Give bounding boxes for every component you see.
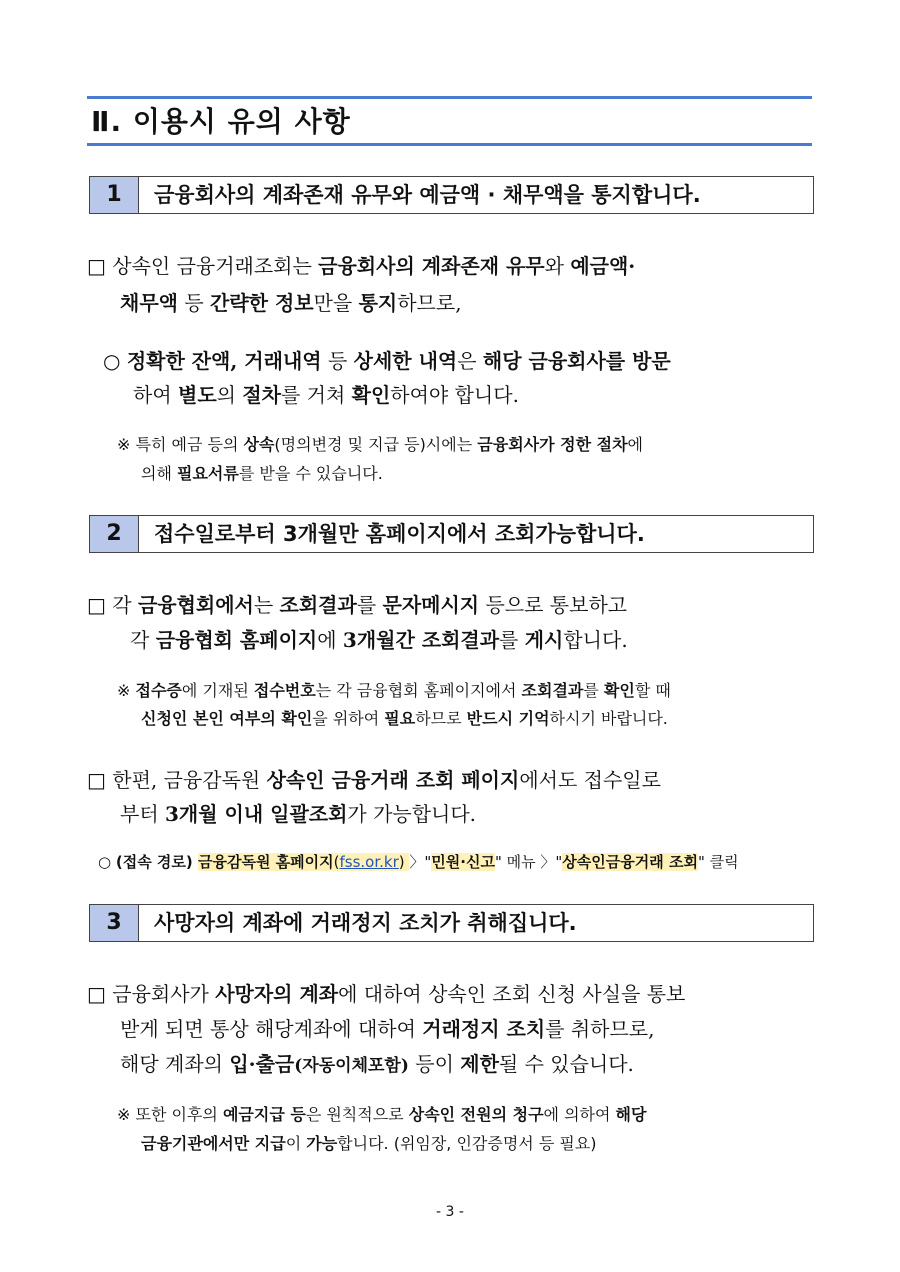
s2-note-line1: ※ 접수증에 기재된 접수번호는 각 금융협회 홈페이지에서 조회결과를 확인할 때: [117, 681, 671, 700]
section-3-number: 3: [90, 905, 139, 941]
s2-para1-line1: □ 각 금융협회에서는 조회결과를 문자메시지 등으로 통보하고: [87, 593, 628, 617]
section-1-title: 금융회사의 계좌존재 유무와 예금액 · 채무액을 통지합니다.: [154, 183, 701, 207]
s2-para2-line1: □ 한편, 금융감독원 상속인 금융거래 조회 페이지에서도 접수일로: [87, 768, 661, 792]
section-2-number: 2: [90, 516, 139, 552]
chapter-top-rule: [87, 96, 812, 99]
chapter-title: Ⅱ. 이용시 유의 사항: [91, 105, 351, 138]
s1-para2-line1: ○ 정확한 잔액, 거래내역 등 상세한 내역은 해당 금융회사를 방문: [103, 349, 671, 373]
page-number: - 3 -: [436, 1204, 464, 1220]
s1-para1-line2: 채무액 등 간략한 정보만을 통지하므로,: [120, 291, 462, 315]
s3-para1-line2: 받게 되면 통상 해당계좌에 대하여 거래정지 조치를 취하므로,: [120, 1017, 655, 1041]
access-path-line: ○ (접속 경로) 금융감독원 홈페이지(fss.or.kr) 〉"민원·신고" 메뉴 〉"상속인금융거래 조회" 클릭: [98, 853, 739, 871]
section-3-header: [89, 904, 814, 942]
s1-para2-line2: 하여 별도의 절차를 거쳐 확인하여야 합니다.: [133, 383, 519, 407]
s3-note-line2: 금융기관에서만 지급이 가능합니다. (위임장, 인감증명서 등 필요): [141, 1134, 597, 1153]
s2-note-line2: 신청인 본인 여부의 확인을 위하여 필요하므로 반드시 기억하시기 바랍니다.: [141, 709, 668, 728]
section-3-title: 사망자의 계좌에 거래정지 조치가 취해집니다.: [154, 911, 577, 935]
section-1-number: 1: [90, 177, 139, 213]
s1-note-line2: 의해 필요서류를 받을 수 있습니다.: [141, 464, 383, 483]
section-2-title: 접수일로부터 3개월만 홈페이지에서 조회가능합니다.: [154, 522, 645, 546]
fss-link[interactable]: fss.or.kr: [339, 853, 399, 871]
s2-para2-line2: 부터 3개월 이내 일괄조회가 가능합니다.: [120, 802, 477, 826]
s1-para1-line1: □ 상속인 금융거래조회는 금융회사의 계좌존재 유무와 예금액·: [87, 254, 636, 278]
s3-note-line1: ※ 또한 이후의 예금지급 등은 원칙적으로 상속인 전원의 청구에 의하여 해당: [117, 1105, 647, 1124]
s2-para1-line2: 각 금융협회 홈페이지에 3개월간 조회결과를 게시합니다.: [130, 628, 628, 652]
chapter-bottom-rule: [87, 143, 812, 146]
section-1-header: [89, 176, 814, 214]
section-2-header: [89, 515, 814, 553]
s3-para1-line3: 해당 계좌의 입·출금(자동이체포함) 등이 제한될 수 있습니다.: [120, 1052, 634, 1076]
s1-note-line1: ※ 특히 예금 등의 상속(명의변경 및 지급 등)시에는 금융회사가 정한 절차에: [117, 435, 643, 454]
s3-para1-line1: □ 금융회사가 사망자의 계좌에 대하여 상속인 조회 신청 사실을 통보: [87, 982, 686, 1006]
